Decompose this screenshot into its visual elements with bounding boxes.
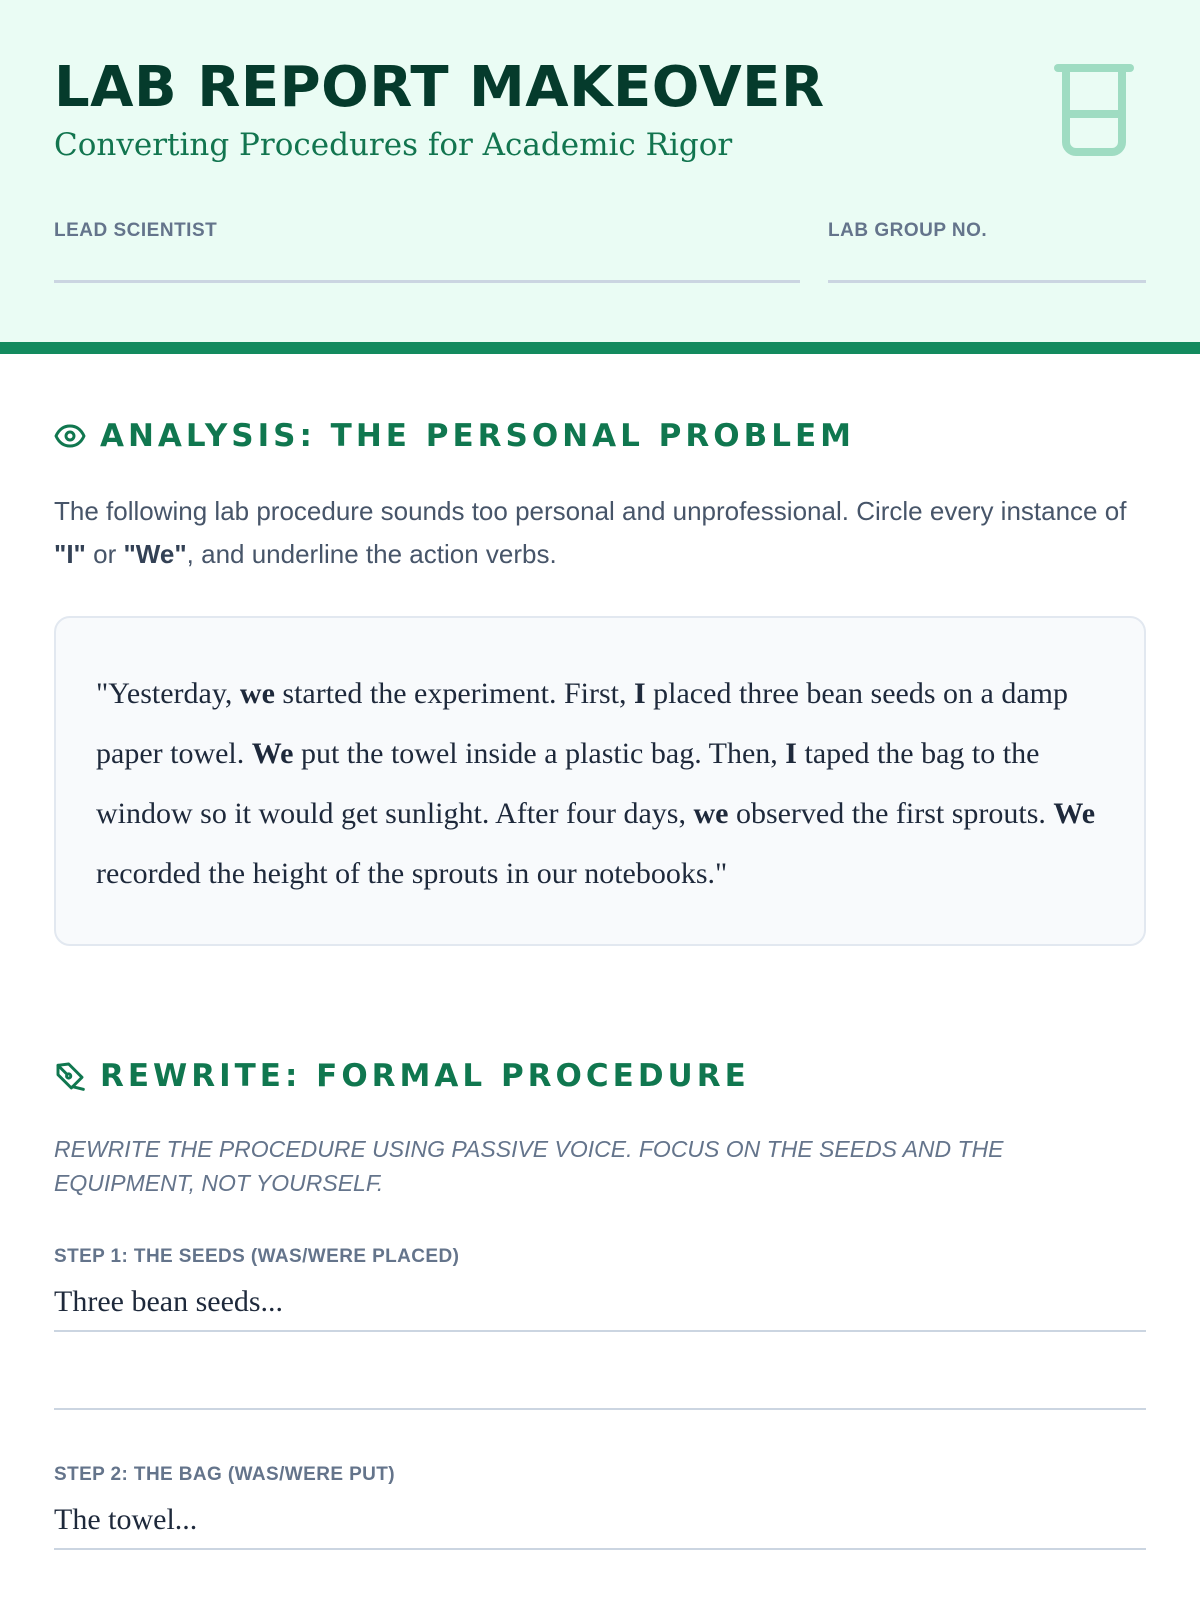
header-fields <box>54 218 1146 283</box>
beaker-icon <box>1054 62 1134 158</box>
quote-text: "Yesterday, <box>96 677 240 710</box>
analysis-heading-text: ANALYSIS: THE PERSONAL PROBLEM <box>100 418 856 454</box>
quote-text: taped the bag to the window so it would get sunlight. After four days, <box>96 737 1040 830</box>
step-1-answer-line[interactable]: Three bean seeds... <box>54 1270 1146 1332</box>
quote-text: observed the first sprouts. <box>728 797 1054 830</box>
lab-group-line[interactable] <box>828 280 1146 283</box>
analysis-intro <box>54 490 1146 576</box>
pen-icon <box>54 1060 86 1092</box>
quote-text: placed three bean seeds on a damp paper towel. <box>96 677 1068 770</box>
pronoun-highlight: we <box>239 677 275 710</box>
step-1-label: STEP 1: THE SEEDS (WAS/WERE PLACED) <box>54 1246 460 1267</box>
step-1-answer-line-2[interactable] <box>54 1332 1146 1410</box>
page-subtitle: Converting Procedures for Academic Rigor <box>54 127 733 163</box>
lead-scientist-line[interactable] <box>54 280 800 283</box>
lab-group-field[interactable] <box>828 218 1146 283</box>
eye-icon <box>54 420 86 452</box>
rewrite-heading-text: REWRITE: FORMAL PROCEDURE <box>100 1058 750 1094</box>
header-accent-bar <box>0 342 1200 354</box>
intro-text-or: or <box>85 539 124 569</box>
quote-text: recorded the height of the sprouts in our notebooks." <box>96 857 728 890</box>
pronoun-highlight: I <box>633 677 646 710</box>
pronoun-highlight: I <box>785 737 797 770</box>
intro-text-start: The following lab procedure sounds too personal and unprofessional. Circle every instance of <box>54 496 1127 526</box>
lead-scientist-label: LEAD SCIENTIST <box>54 220 218 241</box>
page-title: LAB REPORT MAKEOVER <box>54 55 825 120</box>
intro-i-word: "I" <box>54 539 86 569</box>
quote-text: put the towel inside a plastic bag. Then, <box>293 737 786 770</box>
worksheet-body <box>0 354 1200 1550</box>
pronoun-highlight: we <box>693 797 729 830</box>
pronoun-highlight: We <box>251 737 294 770</box>
intro-we-word: "We" <box>123 539 187 569</box>
rewrite-instruction: REWRITE THE PROCEDURE USING PASSIVE VOICE. FOCUS ON THE SEEDS AND THE EQUIPMENT, NOT YOURSELF. <box>54 1136 1004 1196</box>
step-2-answer-line[interactable]: The towel... <box>54 1488 1146 1550</box>
procedure-quote-box <box>54 616 1146 946</box>
lab-group-label: LAB GROUP NO. <box>828 220 988 241</box>
rewrite-heading <box>54 1054 1146 1098</box>
page-header <box>0 0 1200 354</box>
analysis-heading <box>54 354 1146 458</box>
quote-text: started the experiment. First, <box>274 677 634 710</box>
step-2 <box>54 1462 1146 1550</box>
intro-text-end: , and underline the action verbs. <box>186 539 557 569</box>
step-1 <box>54 1244 1146 1410</box>
step-2-label: STEP 2: THE BAG (WAS/WERE PUT) <box>54 1464 396 1485</box>
lead-scientist-field[interactable] <box>54 218 800 283</box>
pronoun-highlight: We <box>1053 797 1096 830</box>
